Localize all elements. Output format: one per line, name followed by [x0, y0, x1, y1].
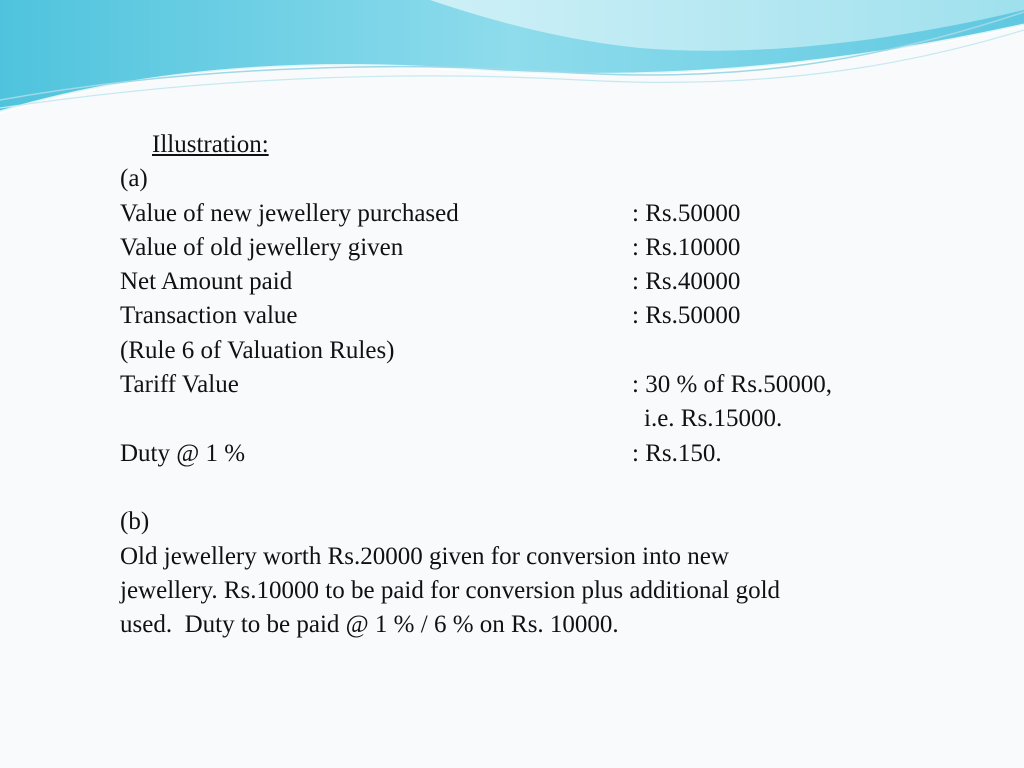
row-label: Net Amount paid	[120, 268, 293, 296]
row-old-jewellery	[120, 231, 960, 265]
row-value: : Rs.150.	[632, 439, 722, 467]
rule-note: (Rule 6 of Valuation Rules)	[120, 336, 395, 364]
row-label: Transaction value	[120, 302, 298, 330]
row-tariff-continuation	[120, 402, 960, 436]
row-value: : Rs.10000	[632, 233, 741, 261]
header-wave-decoration	[0, 0, 1024, 130]
row-transaction-value	[120, 299, 960, 333]
row-value: : Rs.40000	[632, 268, 741, 296]
part-b-line-1: Old jewellery worth Rs.20000 given for conversion into new	[120, 542, 729, 570]
part-a-label: (a)	[120, 165, 148, 193]
row-value: : 30 % of Rs.50000,	[632, 371, 832, 399]
row-net-amount	[120, 265, 960, 299]
part-b-label: (b)	[120, 508, 150, 536]
row-duty	[120, 437, 960, 471]
part-b-line-2: jewellery. Rs.10000 to be paid for conversion plus additional gold	[120, 576, 781, 604]
row-label: Value of new jewellery purchased	[120, 199, 459, 227]
illustration-heading: Illustration:	[152, 131, 269, 158]
row-value: : Rs.50000	[632, 199, 741, 227]
part-b-line-3: used. Duty to be paid @ 1 % / 6 % on Rs. 10000.	[120, 611, 619, 639]
row-label: Duty @ 1 %	[120, 439, 246, 467]
row-label: Value of old jewellery given	[120, 233, 404, 261]
row-new-jewellery	[120, 197, 960, 231]
spacer	[120, 471, 960, 505]
tariff-continuation: i.e. Rs.15000.	[644, 405, 783, 433]
row-label: Tariff Value	[120, 371, 239, 399]
row-tariff-value	[120, 368, 960, 402]
slide-content	[120, 128, 960, 642]
row-value: : Rs.50000	[632, 302, 741, 330]
